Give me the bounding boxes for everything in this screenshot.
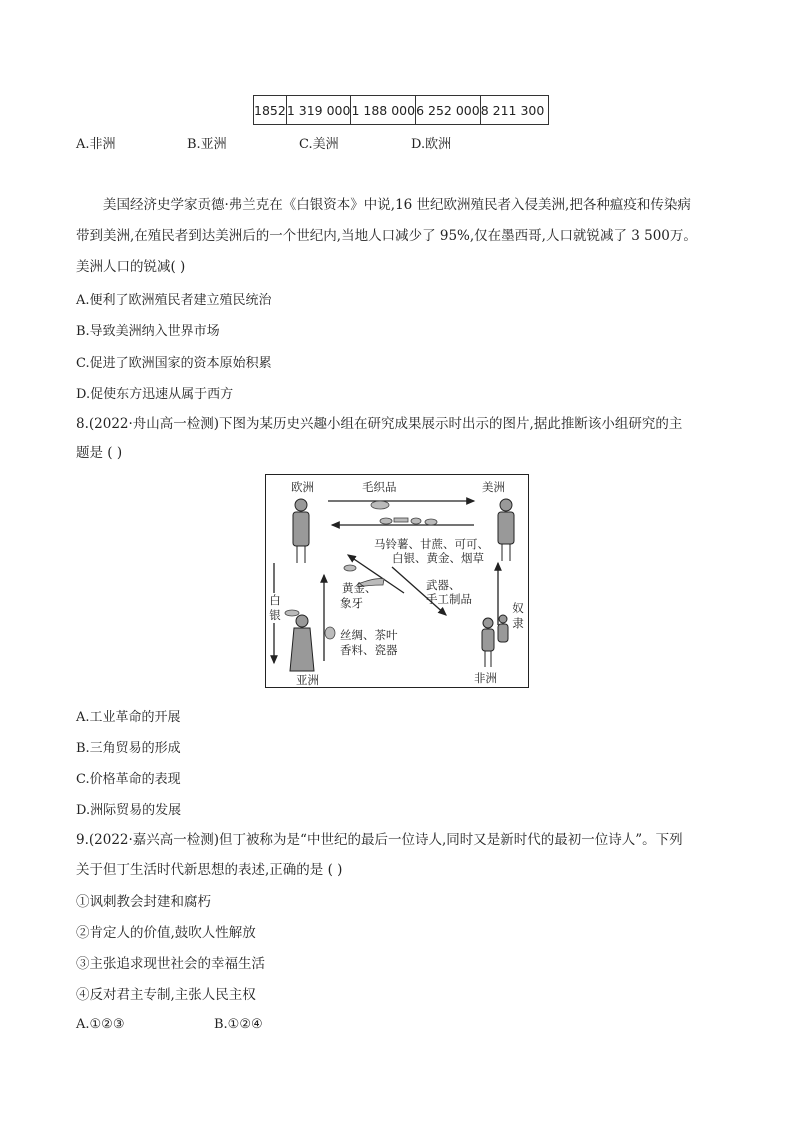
label-wool: 毛织品 xyxy=(362,480,397,494)
trade-diagram xyxy=(265,474,529,688)
q9-item-2: ②肯定人的价值,鼓吹人性解放 xyxy=(76,925,256,941)
label-weapons: 武器、 xyxy=(426,578,461,592)
option-a[interactable]: A.非洲 xyxy=(76,137,116,152)
option-d[interactable]: D.欧洲 xyxy=(411,137,452,152)
table-cell: 6 252 000 xyxy=(416,96,481,125)
q9-option-a[interactable]: A.①②③ xyxy=(76,1017,125,1032)
label-handicrafts: 手工制品 xyxy=(426,592,472,606)
q8-option-d[interactable]: D.洲际贸易的发展 xyxy=(76,803,182,818)
q7-option-a[interactable]: A.便利了欧洲殖民者建立殖民统治 xyxy=(76,293,272,308)
label-europe: 欧洲 xyxy=(291,480,314,494)
table-cell: 1 188 000 xyxy=(351,96,416,125)
table-cell: 8 211 300 xyxy=(480,96,548,125)
potato-icon xyxy=(380,518,392,524)
q9-stem-line-1: 9.(2022·嘉兴高一检测)但丁被称为是“中世纪的最后一位诗人,同时又是新时代的最初一位诗人”。下列 xyxy=(76,832,683,848)
label-ivory: 象牙 xyxy=(340,596,363,610)
wool-icon xyxy=(371,501,389,509)
option-b[interactable]: B.亚洲 xyxy=(187,137,227,152)
q8-stem-line-1: 8.(2022·舟山高一检测)下图为某历史兴趣小组在研究成果展示时出示的图片,据此推断该小组研究的主 xyxy=(76,416,683,432)
table-cell: 1 319 000 xyxy=(286,96,351,125)
label-africa: 非洲 xyxy=(474,671,497,685)
q7-option-c[interactable]: C.促进了欧洲国家的资本原始积累 xyxy=(76,356,272,371)
option-c[interactable]: C.美洲 xyxy=(299,137,339,152)
label-crops-1: 马铃薯、甘蔗、可可、 xyxy=(374,537,489,551)
q9-option-b[interactable]: B.①②④ xyxy=(214,1017,263,1032)
sugarcane-icon xyxy=(394,518,408,522)
q8-option-c[interactable]: C.价格革命的表现 xyxy=(76,772,181,787)
label-america: 美洲 xyxy=(482,480,505,494)
q7-option-d[interactable]: D.促使东方迅速从属于西方 xyxy=(76,387,234,402)
label-silver: 白银 xyxy=(269,593,281,622)
trade-diagram-arrows xyxy=(266,475,530,689)
q7-stem-line-3: 美洲人口的锐减( ) xyxy=(76,259,186,275)
gold-icon xyxy=(344,565,356,571)
africa-figures xyxy=(482,615,508,667)
america-figure xyxy=(498,499,514,561)
q9-item-4: ④反对君主专制,主张人民主权 xyxy=(76,987,256,1003)
q7-option-b[interactable]: B.导致美洲纳入世界市场 xyxy=(76,324,220,339)
silver-ingot-icon xyxy=(285,610,299,616)
asia-figure xyxy=(290,615,314,671)
q8-option-a[interactable]: A.工业革命的开展 xyxy=(76,710,181,725)
q9-item-3: ③主张追求现世社会的幸福生活 xyxy=(76,956,265,972)
table-cell: 1852 xyxy=(254,96,287,125)
population-table xyxy=(253,95,549,125)
q8-stem-line-2: 题是 ( ) xyxy=(76,445,123,461)
q9-stem-line-2: 关于但丁生活时代新思想的表述,正确的是 ( ) xyxy=(76,862,343,878)
table-row xyxy=(254,96,549,125)
europe-figure xyxy=(293,499,309,563)
label-silk-tea: 丝绸、茶叶 xyxy=(340,628,398,642)
cocoa-icon xyxy=(411,518,421,524)
q9-item-1: ①讽刺教会封建和腐朽 xyxy=(76,894,211,910)
q7-stem-line-2: 带到美洲,在殖民者到达美洲后的一个世纪内,当地人口减少了 95%,仅在墨西哥,人口就锐减了 3 500万。 xyxy=(76,228,697,244)
label-spice-porcelain: 香料、瓷器 xyxy=(340,643,398,657)
label-crops-2: 白银、黄金、烟草 xyxy=(392,551,484,565)
label-slaves: 奴隶 xyxy=(512,601,524,630)
label-asia: 亚洲 xyxy=(296,673,319,687)
q8-option-b[interactable]: B.三角贸易的形成 xyxy=(76,741,181,756)
tobacco-icon xyxy=(425,519,437,525)
label-gold: 黄金、 xyxy=(342,581,377,595)
q7-stem-line-1: 美国经济史学家贡德·弗兰克在《白银资本》中说,16 世纪欧洲殖民者入侵美洲,把各种瘟疫和传染病 xyxy=(103,197,691,213)
porcelain-icon xyxy=(325,627,335,639)
